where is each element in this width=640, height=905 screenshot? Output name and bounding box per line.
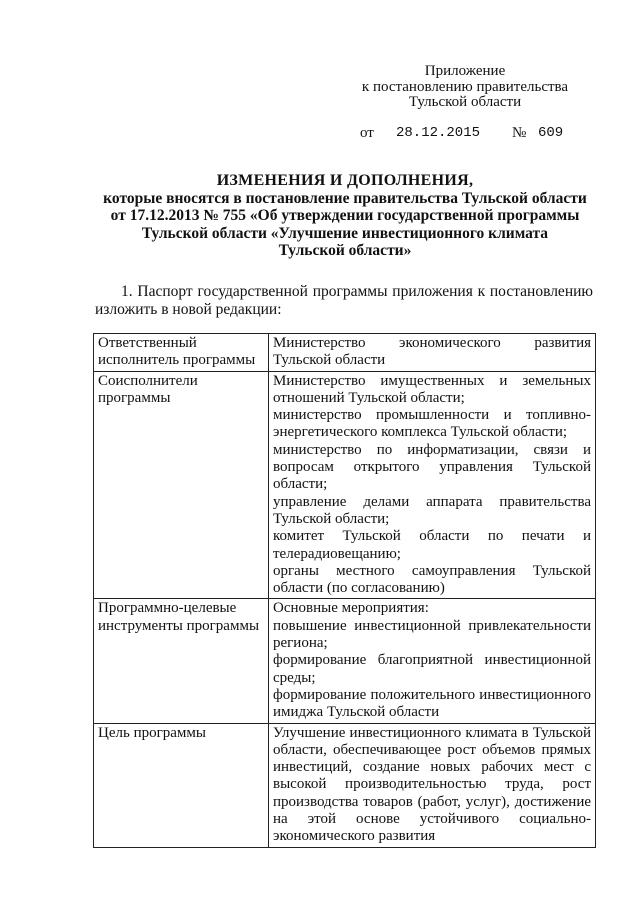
value-line: Министерство экономического развития Тульской области <box>273 335 591 369</box>
intro-paragraph: 1. Паспорт государственной программы приложения к постановлению изложить в новой редакции: <box>95 283 593 318</box>
row-value <box>269 723 596 847</box>
appendix-line-3: Тульской области <box>408 94 522 110</box>
table-row <box>94 334 596 372</box>
value-line: управление делами аппарата правительства Тульской области; <box>273 493 591 527</box>
row-label: Ответственный исполнитель программы <box>94 334 269 372</box>
document-number: 609 <box>538 125 564 141</box>
value-line: комитет Тульской области по печати и телерадиовещанию; <box>273 528 591 562</box>
row-label: Цель программы <box>94 723 269 847</box>
appendix-line-1: Приложение <box>424 63 506 79</box>
value-line: министерство промышленности и топливно-энергетического комплекса Тульской области; <box>273 407 591 441</box>
title-heading: ИЗМЕНЕНИЯ И ДОПОЛНЕНИЯ, <box>216 172 474 189</box>
title-line-5: Тульской области» <box>278 242 412 259</box>
table-row <box>94 371 596 599</box>
appendix-line-2: к постановлению правительства <box>361 78 569 95</box>
row-value <box>269 371 596 599</box>
title-line-3: от 17.12.2013 № 755 «Об утверждении государственной программы <box>110 207 580 224</box>
table-row <box>94 723 596 847</box>
value-line: органы местного самоуправления Тульской области (по согласованию) <box>273 562 591 597</box>
value-line: Основные мероприятия: <box>273 600 429 617</box>
value-line: Улучшение инвестиционного климата в Тульской области, обеспечивающее рост объемов прямых инвестиций, создание новых рабочих мест с высокой производительностью труда, рост производства товаров (работ, услуг), достижение на этой основе устойчивого социально-экономического развития <box>273 724 591 845</box>
row-label: Соисполнители программы <box>94 371 269 599</box>
row-value <box>269 334 596 372</box>
value-line: формирование положительного инвестиционного имиджа Тульской области <box>273 686 591 721</box>
row-label: Программно-целевые инструменты программы <box>94 599 269 723</box>
program-passport-table <box>93 333 596 848</box>
table-row <box>94 599 596 723</box>
document-date: 28.12.2015 <box>396 125 481 141</box>
value-line: Министерство имущественных и земельных отношений Тульской области; <box>273 372 591 406</box>
document-title <box>95 172 595 260</box>
value-line: повышение инвестиционной привлекательности региона; <box>273 617 591 652</box>
date-prefix: от <box>360 125 374 141</box>
title-line-4: Тульской области «Улучшение инвестиционного климата <box>141 224 549 242</box>
title-line-2: которые вносятся в постановление правительства Тульской области <box>103 189 587 207</box>
value-line: министерство по информатизации, связи и вопросам открытого управления Тульской области; <box>273 441 591 493</box>
value-line: формирование благоприятной инвестиционной среды; <box>273 652 591 686</box>
appendix-header <box>340 64 590 111</box>
number-sign: № <box>512 125 527 141</box>
row-value <box>269 599 596 723</box>
